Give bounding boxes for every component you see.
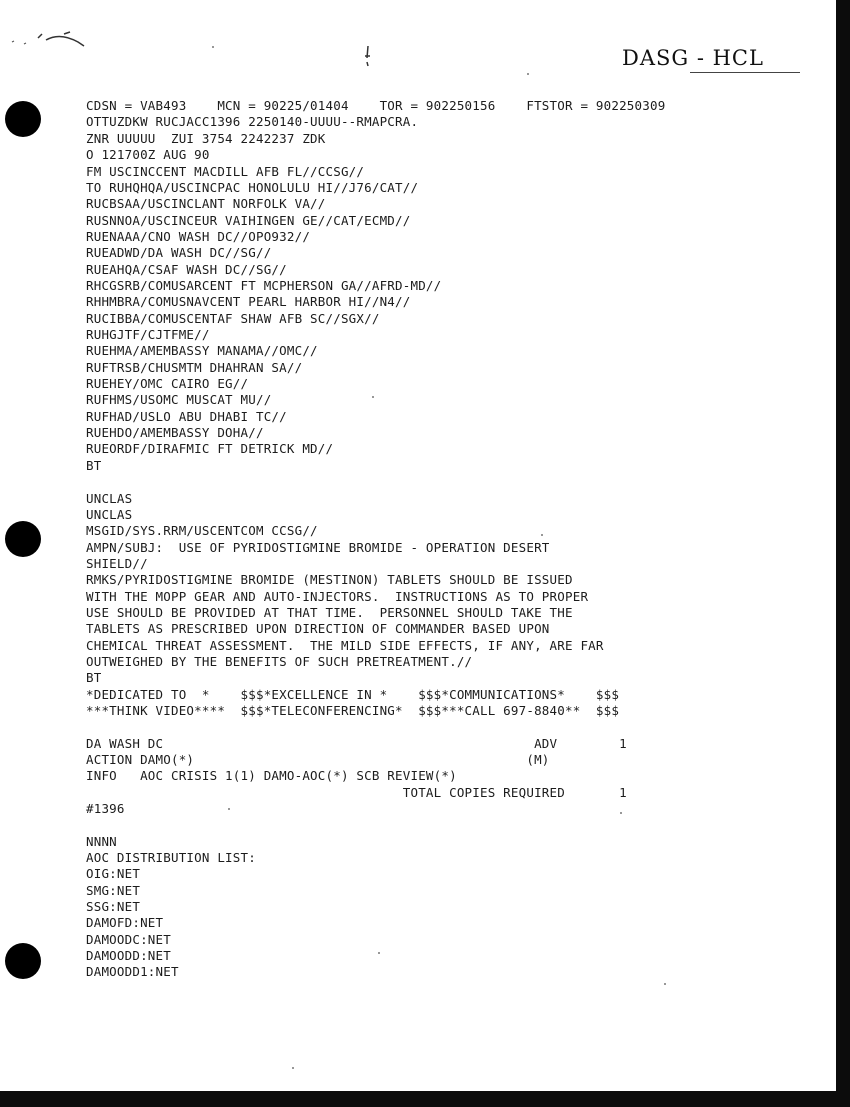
routing-line: TO RUHQHQA/USCINCPAC HONOLULU HI//J76/CAT// xyxy=(86,180,419,195)
punch-hole xyxy=(5,943,41,979)
message-line: OUTWEIGHED BY THE BENEFITS OF SUCH PRETREATMENT.// xyxy=(86,654,473,669)
slip-line: #1396 xyxy=(86,801,125,816)
routing-line: RUFHMS/USOMC MUSCAT MU// xyxy=(86,392,272,407)
handwriting-underline xyxy=(690,72,800,73)
routing-line: RUHGJTF/CJTFME// xyxy=(86,327,210,342)
speck xyxy=(212,46,214,48)
message-line: BT xyxy=(86,670,102,685)
slip-line: ACTION DAMO(*) (M) xyxy=(86,752,550,767)
message-line: USE SHOULD BE PROVIDED AT THAT TIME. PERSONNEL SHOULD TAKE THE xyxy=(86,605,573,620)
routing-line: RUEHMA/AMEMBASSY MANAMA//OMC// xyxy=(86,343,318,358)
routing-line: RHHMBRA/COMUSNAVCENT PEARL HARBOR HI//N4// xyxy=(86,294,411,309)
routing-line: RUCIBBA/COMUSCENTAF SHAW AFB SC//SGX// xyxy=(86,311,380,326)
distribution-line: NNNN xyxy=(86,834,117,849)
message-line: UNCLAS xyxy=(86,507,133,522)
slip-line: DA WASH DC ADV 1 xyxy=(86,736,627,751)
speck xyxy=(527,73,529,75)
punch-hole xyxy=(5,101,41,137)
routing-line: RUFHAD/USLO ABU DHABI TC// xyxy=(86,409,287,424)
distribution-line: OIG:NET xyxy=(86,866,141,881)
message-line: UNCLAS xyxy=(86,491,133,506)
message-line: CHEMICAL THREAT ASSESSMENT. THE MILD SIDE EFFECTS, IF ANY, ARE FAR xyxy=(86,638,604,653)
slip-line: INFO AOC CRISIS 1(1) DAMO-AOC(*) SCB REVIEW(*) xyxy=(86,768,457,783)
distribution-line: DAMOODD1:NET xyxy=(86,964,179,979)
routing-line: RUEHDO/AMEMBASSY DOHA// xyxy=(86,425,264,440)
message-line: AMPN/SUBJ: USE OF PYRIDOSTIGMINE BROMIDE - OPERATION DESERT xyxy=(86,540,550,555)
routing-line: RUFTRSB/CHUSMTM DHAHRAN SA// xyxy=(86,360,303,375)
speck xyxy=(664,983,666,985)
speck xyxy=(541,534,543,536)
routing-line: RUEORDF/DIRAFMIC FT DETRICK MD// xyxy=(86,441,334,456)
distribution-line: AOC DISTRIBUTION LIST: xyxy=(86,850,256,865)
message-line: RMKS/PYRIDOSTIGMINE BROMIDE (MESTINON) TABLETS SHOULD BE ISSUED xyxy=(86,572,573,587)
slip-line: TOTAL COPIES REQUIRED 1 xyxy=(86,785,627,800)
routing-line: FM USCINCCENT MACDILL AFB FL//CCSG// xyxy=(86,164,365,179)
speck xyxy=(292,1067,294,1069)
pen-mark xyxy=(358,44,378,70)
banner-line: *DEDICATED TO * $$$*EXCELLENCE IN * $$$*COMMUNICATIONS* $$$ xyxy=(86,687,620,702)
routing-line: RUCBSAA/USCINCLANT NORFOLK VA// xyxy=(86,196,326,211)
routing-line: RHCGSRB/COMUSARCENT FT MCPHERSON GA//AFRD-MD// xyxy=(86,278,442,293)
distribution-line: SSG:NET xyxy=(86,899,141,914)
speck xyxy=(372,396,374,398)
routing-line: RUEHEY/OMC CAIRO EG// xyxy=(86,376,249,391)
distribution-line: SMG:NET xyxy=(86,883,141,898)
header-line: CDSN = VAB493 MCN = 90225/01404 TOR = 902250156 FTSTOR = 902250309 xyxy=(86,98,666,113)
speck xyxy=(620,812,622,814)
routing-line: BT xyxy=(86,458,102,473)
scan-border-bottom xyxy=(0,1091,850,1107)
scan-border-right xyxy=(836,0,850,1107)
routing-line: RUEADWD/DA WASH DC//SG// xyxy=(86,245,272,260)
distribution-line: DAMOODC:NET xyxy=(86,932,171,947)
header-line: ZNR UUUUU ZUI 3754 2242237 ZDK xyxy=(86,131,326,146)
handwritten-note: DASG - HCL xyxy=(622,46,764,70)
punch-hole xyxy=(5,521,41,557)
pen-scribble xyxy=(0,20,120,60)
banner-line: ***THINK VIDEO**** $$$*TELECONFERENCING* $$$***CALL 697-8840** $$$ xyxy=(86,703,620,718)
speck xyxy=(378,952,380,954)
routing-line: RUSNNOA/USCINCEUR VAIHINGEN GE//CAT/ECMD// xyxy=(86,213,411,228)
message-line: MSGID/SYS.RRM/USCENTCOM CCSG// xyxy=(86,523,318,538)
speck xyxy=(228,808,230,810)
message-line: TABLETS AS PRESCRIBED UPON DIRECTION OF COMMANDER BASED UPON xyxy=(86,621,550,636)
routing-line: RUEAHQA/CSAF WASH DC//SG// xyxy=(86,262,287,277)
message-line: SHIELD// xyxy=(86,556,148,571)
distribution-line: DAMOODD:NET xyxy=(86,948,171,963)
message-line: WITH THE MOPP GEAR AND AUTO-INJECTORS. INSTRUCTIONS AS TO PROPER xyxy=(86,589,589,604)
header-line: O 121700Z AUG 90 xyxy=(86,147,210,162)
routing-line: RUENAAA/CNO WASH DC//OPO932// xyxy=(86,229,311,244)
header-line: OTTUZDKW RUCJACC1396 2250140-UUUU--RMAPCRA. xyxy=(86,114,419,129)
distribution-line: DAMOFD:NET xyxy=(86,915,164,930)
